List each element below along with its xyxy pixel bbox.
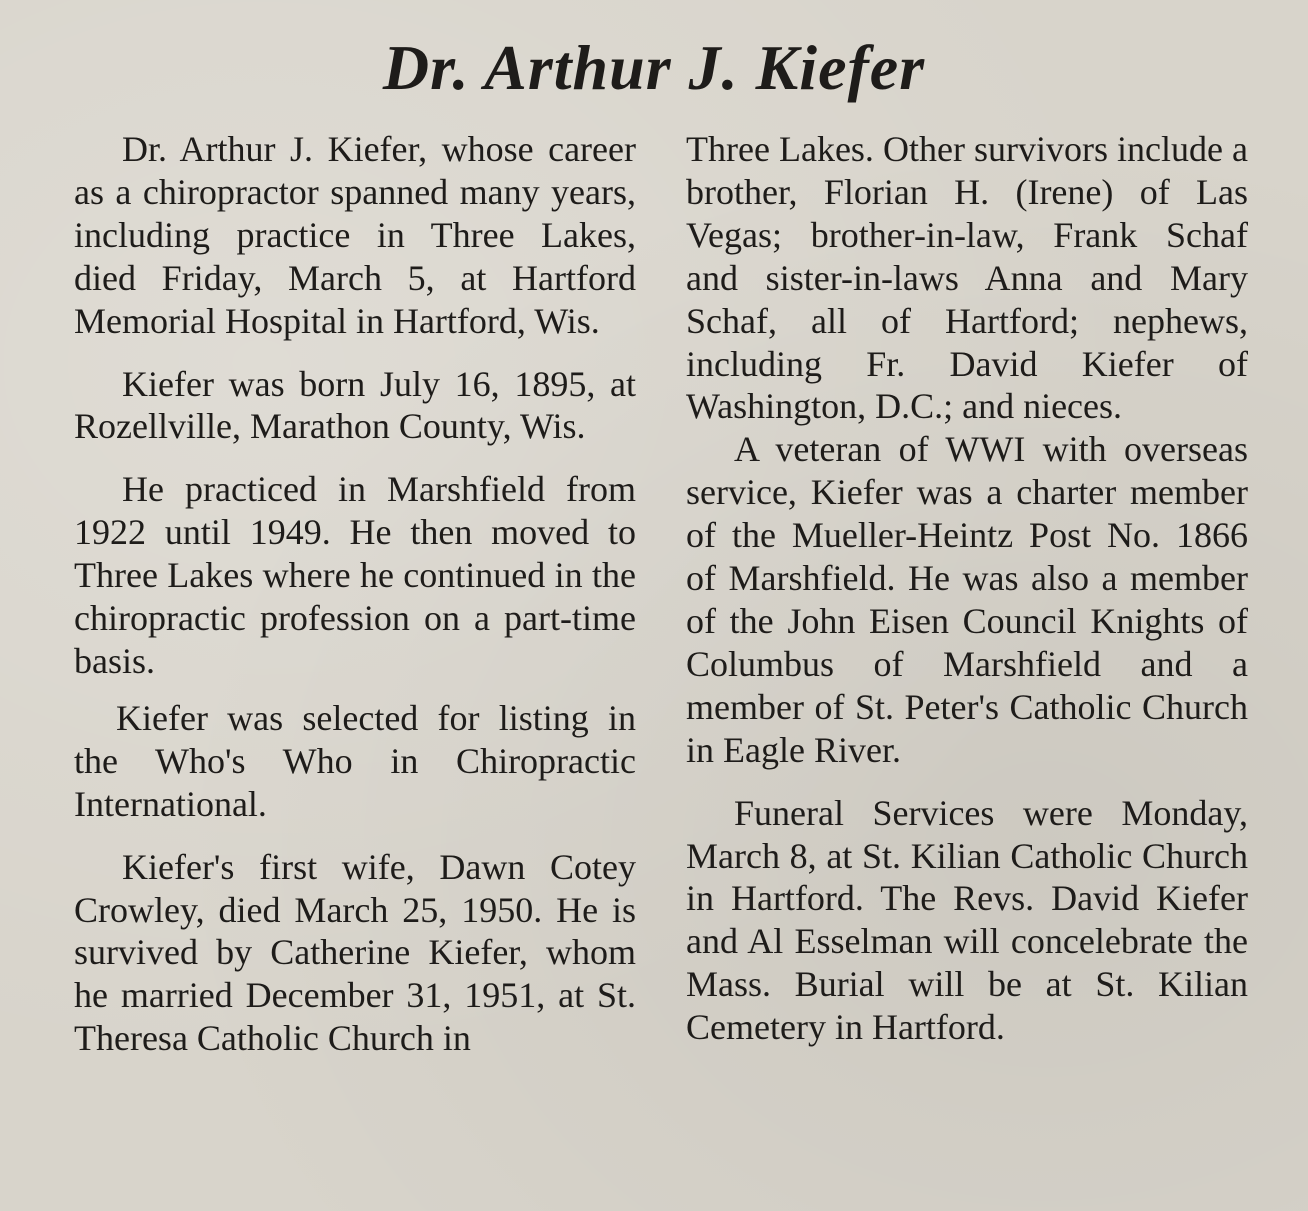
obituary-headline: Dr. Arthur J. Kiefer: [382, 32, 926, 103]
paragraph-career: Dr. Arthur J. Kiefer, whose career as a chiropractor spanned many years, including practice in Three Lakes, died Friday, March 5, at Hartford Memorial Hospital in Hartford, Wis.: [74, 129, 636, 341]
left-column: [74, 128, 636, 1060]
paragraph-survivors: Three Lakes. Other survivors include a brother, Florian H. (Irene) of Las Vegas; brother-in-law, Frank Schaf and sister-in-laws Anna and Mary Schaf, all of Hartford; nephews, including Fr. David Kiefer of Washington, D.C.; and nieces.: [686, 129, 1248, 427]
paragraph-funeral: Funeral Services were Monday, March 8, at St. Kilian Catholic Church in Hartford. The Revs. David Kiefer and Al Esselman will concelebrate the Mass. Burial will be at St. Kilian Cemetery in Hartford.: [686, 792, 1248, 1048]
paragraph-birth: Kiefer was born July 16, 1895, at Rozellville, Marathon County, Wis.: [74, 363, 636, 447]
right-column: [686, 128, 1248, 1049]
paragraph-marriage: Kiefer's first wife, Dawn Cotey Crowley, died March 25, 1950. He is survived by Catherine Kiefer, whom he married December 31, 1951, at St. Theresa Catholic Church in: [74, 846, 636, 1059]
paragraph-veteran: A veteran of WWI with overseas service, Kiefer was a charter member of the Mueller-Heintz Post No. 1866 of Marshfield. He was also a member of the John Eisen Council Knights of Columbus of Marshfield and a member of St. Peter's Catholic Church in Eagle River.: [686, 429, 1248, 770]
paragraph-practice: He practiced in Marshfield from 1922 until 1949. He then moved to Three Lakes where he continued in the chiropractic profession on a part-time basis.: [74, 469, 636, 681]
paragraph-whos-who: Kiefer was selected for listing in the Who's Who in Chiropractic International.: [74, 697, 636, 824]
bleed-through-text: [0, 1187, 1308, 1211]
